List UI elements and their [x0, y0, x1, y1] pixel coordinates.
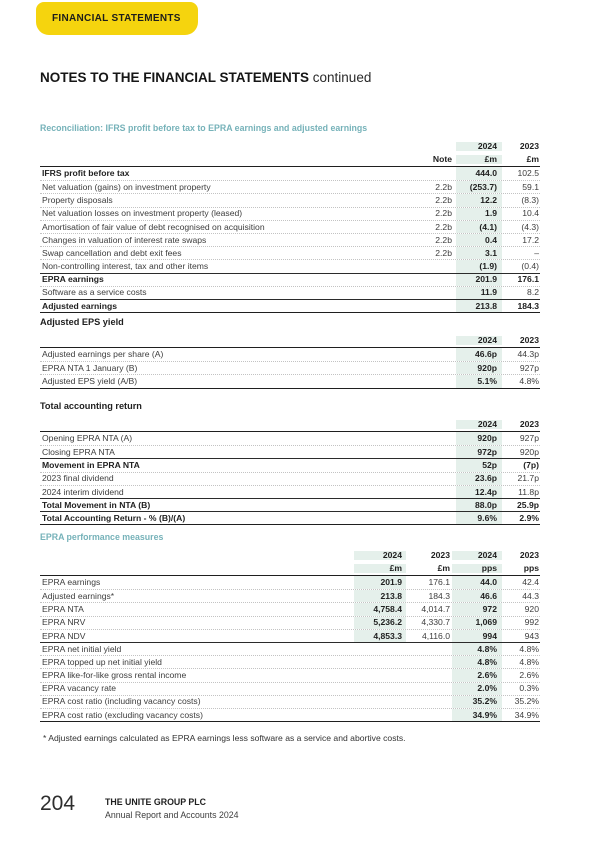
table-row: [40, 207, 540, 220]
table-cell-note: [408, 167, 456, 180]
table-cell-m2023: [406, 643, 452, 655]
table-cell-m2024: [354, 696, 406, 708]
table-cell-label: Adjusted earnings: [42, 300, 117, 311]
table-cell-p2023: 34.9%: [514, 709, 539, 720]
table-row: [40, 445, 540, 458]
table-cell-label: Property disposals: [42, 195, 113, 206]
col-header-2023: 2023: [519, 419, 539, 430]
table-cell-p2023: 4.8%: [519, 656, 539, 667]
table-cell-v2023: 59.1: [522, 181, 539, 192]
col-header-unit-gbp-2024: £m: [354, 564, 406, 573]
footer-report-line: Annual Report and Accounts 2024: [105, 809, 239, 820]
table-cell-m2023: [406, 656, 452, 668]
table-cell-v2023: 11.8p: [518, 486, 539, 497]
table-cell-m2024: [354, 683, 406, 695]
page-title-main: NOTES TO THE FINANCIAL STATEMENTS: [40, 70, 310, 85]
table-header: [40, 139, 540, 167]
table-body: [40, 576, 540, 721]
table-cell-label: EPRA NRV: [42, 617, 86, 628]
header-year-line: [40, 548, 540, 562]
table-cell-p2023: 42.4: [522, 577, 539, 588]
table-cell-label: Swap cancellation and debt exit fees: [42, 247, 182, 258]
footnote: * Adjusted earnings calculated as EPRA earnings less software as a service and abortive costs.: [43, 733, 406, 743]
table-cell-m2024: 4,758.4: [354, 603, 406, 615]
col-header-2023: 2023: [519, 335, 539, 346]
col-header-2023: 2023: [519, 140, 539, 151]
table-row: [40, 458, 540, 471]
table-cell-v2023: 8.2: [527, 287, 539, 298]
table-cell-m2023: 4,116.0: [421, 630, 450, 641]
table-cell-v2024: (4.1): [456, 221, 502, 233]
table-cell-m2023: 4,014.7: [421, 604, 450, 615]
table-row: [40, 642, 540, 655]
table-cell-label: Adjusted EPS yield (A/B): [42, 376, 138, 387]
eps-yield-table: [40, 332, 540, 389]
table-cell-label: Adjusted earnings*: [42, 590, 115, 601]
table-cell-v2024: 920p: [456, 362, 502, 374]
table-cell-v2023: 4.8%: [519, 376, 539, 387]
table-cell-v2024: 12.4p: [456, 486, 502, 498]
table-cell-v2024: 444.0: [456, 167, 502, 180]
col-header-unit-2023: £m: [526, 154, 539, 165]
table-row: [40, 246, 540, 259]
table-cell-v2023: 25.9p: [517, 499, 539, 510]
col-header-2023-pps: 2023: [519, 549, 539, 560]
header-unit-line: [40, 153, 540, 167]
table-cell-m2023: [406, 669, 452, 681]
table-cell-v2024: 12.2: [456, 194, 502, 206]
table-cell-label: EPRA NTA: [42, 604, 84, 615]
table-cell-m2023: 176.1: [428, 577, 450, 588]
table-cell-p2024: 34.9%: [452, 709, 502, 721]
table-header: [40, 548, 540, 576]
table-cell-label: Net valuation (gains) on investment property: [42, 181, 211, 192]
table-row: [40, 348, 540, 361]
table-cell-v2023: 10.4: [522, 208, 539, 219]
table-cell-v2024: 201.9: [456, 274, 502, 286]
table-cell-v2023: (7p): [523, 460, 539, 471]
table-cell-label: EPRA net initial yield: [42, 643, 122, 654]
table-cell-m2024: 213.8: [354, 590, 406, 602]
table-cell-label: Total Movement in NTA (B): [42, 499, 151, 510]
table-row: [40, 299, 540, 312]
table-cell-p2024: 2.0%: [452, 683, 502, 695]
eps-yield-heading: Adjusted EPS yield: [40, 317, 124, 327]
table-row: [40, 374, 540, 387]
table-cell-note: 2.2b: [435, 195, 452, 206]
table-cell-p2023: 44.3: [522, 590, 539, 601]
table-cell-label: Closing EPRA NTA: [42, 446, 115, 457]
table-cell-note: 2.2b: [435, 247, 452, 258]
col-header-2024: 2024: [456, 336, 502, 345]
table-cell-label: EPRA cost ratio (excluding vacancy costs): [42, 709, 203, 720]
table-cell-m2024: [354, 643, 406, 655]
table-cell-m2024: [354, 656, 406, 668]
table-cell-v2024: 9.6%: [456, 512, 502, 524]
table-cell-label: Amortisation of fair value of debt recognised on acquisition: [42, 221, 265, 232]
table-header: [40, 332, 540, 348]
table-cell-p2024: 1,069: [452, 617, 502, 629]
col-header-2023-gbp: 2023: [430, 549, 450, 560]
table-cell-v2024: 213.8: [456, 300, 502, 312]
col-header-unit-pps-2024: pps: [452, 564, 502, 573]
table-row: [40, 616, 540, 629]
table-cell-note: 2.2b: [435, 234, 452, 245]
table-cell-v2023: 44.3p: [517, 349, 539, 360]
table-row: [40, 361, 540, 374]
table-cell-note: [408, 300, 456, 312]
epra-measures-table: [40, 548, 540, 722]
table-cell-v2023: (8.3): [521, 195, 539, 206]
table-row: [40, 682, 540, 695]
table-cell-v2024: 972p: [456, 446, 502, 458]
table-cell-v2024: 23.6p: [456, 473, 502, 485]
table-cell-p2023: 0.3%: [519, 683, 539, 694]
table-cell-note: 2.2b: [435, 181, 452, 192]
page-number: 204: [40, 792, 76, 815]
table-cell-label: EPRA earnings: [42, 577, 101, 588]
table-cell-note: [408, 287, 456, 299]
table-cell-p2023: 2.6%: [519, 670, 539, 681]
table-cell-label: EPRA NDV: [42, 630, 86, 641]
header-year-line: [40, 416, 540, 431]
table-row: [40, 576, 540, 589]
table-cell-note: 2.2b: [435, 208, 452, 219]
table-cell-m2023: [406, 696, 452, 708]
table-cell-note: [408, 260, 456, 272]
col-header-2024-gbp: 2024: [354, 551, 406, 560]
table-row: [40, 485, 540, 498]
table-row: [40, 629, 540, 642]
table-cell-m2024: 5,236.2: [354, 617, 406, 629]
table-header: [40, 416, 540, 432]
table-cell-label: IFRS profit before tax: [42, 168, 130, 179]
footer-company-name: THE UNITE GROUP PLC: [105, 797, 207, 807]
table-cell-label: Total Accounting Return - % (B)/(A): [42, 512, 186, 523]
table-cell-label: Net valuation losses on investment property (leased): [42, 208, 243, 219]
table-cell-v2023: 184.3: [517, 300, 539, 311]
table-cell-m2024: 4,853.3: [354, 630, 406, 642]
table-body: [40, 348, 540, 388]
table-cell-v2023: 17.2: [522, 234, 539, 245]
table-cell-v2023: 21.7p: [517, 473, 539, 484]
table-cell-v2023: –: [534, 247, 539, 258]
table-cell-v2024: 88.0p: [456, 499, 502, 511]
table-row: [40, 695, 540, 708]
table-cell-p2024: 2.6%: [452, 669, 502, 681]
table-row: [40, 233, 540, 246]
header-unit-line: [40, 562, 540, 576]
table-cell-p2024: 994: [452, 630, 502, 642]
table-cell-v2023: 102.5: [517, 168, 539, 179]
table-row: [40, 668, 540, 681]
table-cell-p2023: 920: [524, 604, 539, 615]
table-cell-v2023: 2.9%: [519, 512, 539, 523]
table-row: [40, 220, 540, 233]
total-return-table: [40, 416, 540, 525]
table-cell-label: Non-controlling interest, tax and other items: [42, 261, 209, 272]
table-cell-p2024: 4.8%: [452, 643, 502, 655]
epra-measures-heading: EPRA performance measures: [40, 532, 164, 542]
reconciliation-table: [40, 139, 540, 313]
table-cell-label: Opening EPRA NTA (A): [42, 433, 133, 444]
header-year-line: [40, 139, 540, 153]
table-cell-p2023: 4.8%: [519, 643, 539, 654]
table-row: [40, 259, 540, 272]
col-header-note: Note: [432, 154, 452, 165]
col-header-2024-pps: 2024: [452, 551, 502, 560]
table-cell-v2024: 46.6p: [456, 348, 502, 361]
table-body: [40, 432, 540, 524]
table-cell-m2024: 201.9: [354, 576, 406, 589]
header-year-line: [40, 332, 540, 347]
footer-company-block: [105, 797, 239, 820]
table-row: [40, 432, 540, 445]
table-cell-v2024: 1.9: [456, 208, 502, 220]
table-cell-m2024: [354, 709, 406, 721]
table-cell-v2023: 927p: [519, 362, 539, 373]
table-cell-v2023: 920p: [519, 446, 539, 457]
table-row: [40, 655, 540, 668]
table-row: [40, 472, 540, 485]
table-row: [40, 511, 540, 524]
table-cell-label: 2024 interim dividend: [42, 486, 124, 497]
table-cell-v2023: (0.4): [521, 261, 539, 272]
table-row: [40, 180, 540, 193]
table-cell-label: 2023 final dividend: [42, 473, 114, 484]
table-cell-label: EPRA cost ratio (including vacancy costs): [42, 696, 201, 707]
table-cell-label: EPRA NTA 1 January (B): [42, 362, 138, 373]
section-badge: FINANCIAL STATEMENTS: [36, 2, 198, 35]
page-title: [40, 70, 371, 85]
col-header-unit-gbp-2023: £m: [437, 563, 450, 574]
table-cell-p2023: 943: [524, 630, 539, 641]
table-cell-label: Changes in valuation of interest rate swaps: [42, 234, 207, 245]
table-cell-m2023: [406, 683, 452, 695]
col-header-2024: 2024: [456, 142, 502, 151]
table-cell-v2024: 920p: [456, 432, 502, 445]
reconciliation-heading: Reconciliation: IFRS profit before tax to EPRA earnings and adjusted earnings: [40, 123, 368, 133]
table-cell-p2024: 46.6: [452, 590, 502, 602]
table-cell-p2024: 35.2%: [452, 696, 502, 708]
table-cell-v2024: 3.1: [456, 247, 502, 259]
table-cell-m2023: [406, 709, 452, 721]
table-cell-m2024: [354, 669, 406, 681]
table-cell-p2024: 972: [452, 603, 502, 615]
table-row: [40, 708, 540, 721]
table-cell-v2024: 52p: [456, 459, 502, 471]
table-row: [40, 589, 540, 602]
col-header-unit-2024: £m: [456, 155, 502, 164]
table-cell-label: EPRA earnings: [42, 274, 104, 285]
table-cell-label: Adjusted earnings per share (A): [42, 349, 164, 360]
table-cell-v2024: 11.9: [456, 287, 502, 299]
table-row: [40, 498, 540, 511]
table-cell-m2023: 184.3: [428, 590, 450, 601]
table-cell-note: [408, 274, 456, 286]
table-cell-label: EPRA vacancy rate: [42, 683, 117, 694]
table-cell-m2023: 4,330.7: [421, 617, 450, 628]
table-cell-p2024: 44.0: [452, 576, 502, 589]
table-cell-p2024: 4.8%: [452, 656, 502, 668]
total-return-heading: Total accounting return: [40, 401, 142, 411]
table-row: [40, 286, 540, 299]
table-cell-v2023: 176.1: [517, 274, 539, 285]
table-row: [40, 167, 540, 180]
table-cell-label: EPRA topped up net initial yield: [42, 656, 162, 667]
table-row: [40, 193, 540, 206]
table-cell-v2024: (253.7): [456, 181, 502, 193]
table-cell-p2023: 992: [524, 617, 539, 628]
table-cell-label: Movement in EPRA NTA: [42, 460, 140, 471]
table-cell-note: 2.2b: [435, 221, 452, 232]
table-cell-v2024: 5.1%: [456, 375, 502, 387]
table-cell-v2024: (1.9): [456, 260, 502, 272]
table-cell-v2024: 0.4: [456, 234, 502, 246]
table-cell-p2023: 35.2%: [514, 696, 539, 707]
col-header-unit-pps-2023: pps: [523, 563, 539, 574]
table-row: [40, 273, 540, 286]
table-cell-v2023: (4.3): [521, 221, 539, 232]
col-header-2024: 2024: [456, 420, 502, 429]
table-cell-label: EPRA like-for-like gross rental income: [42, 670, 187, 681]
table-row: [40, 602, 540, 615]
table-body: [40, 167, 540, 312]
table-cell-label: Software as a service costs: [42, 287, 147, 298]
table-cell-v2023: 927p: [519, 433, 539, 444]
page-title-continued: continued: [312, 70, 372, 85]
